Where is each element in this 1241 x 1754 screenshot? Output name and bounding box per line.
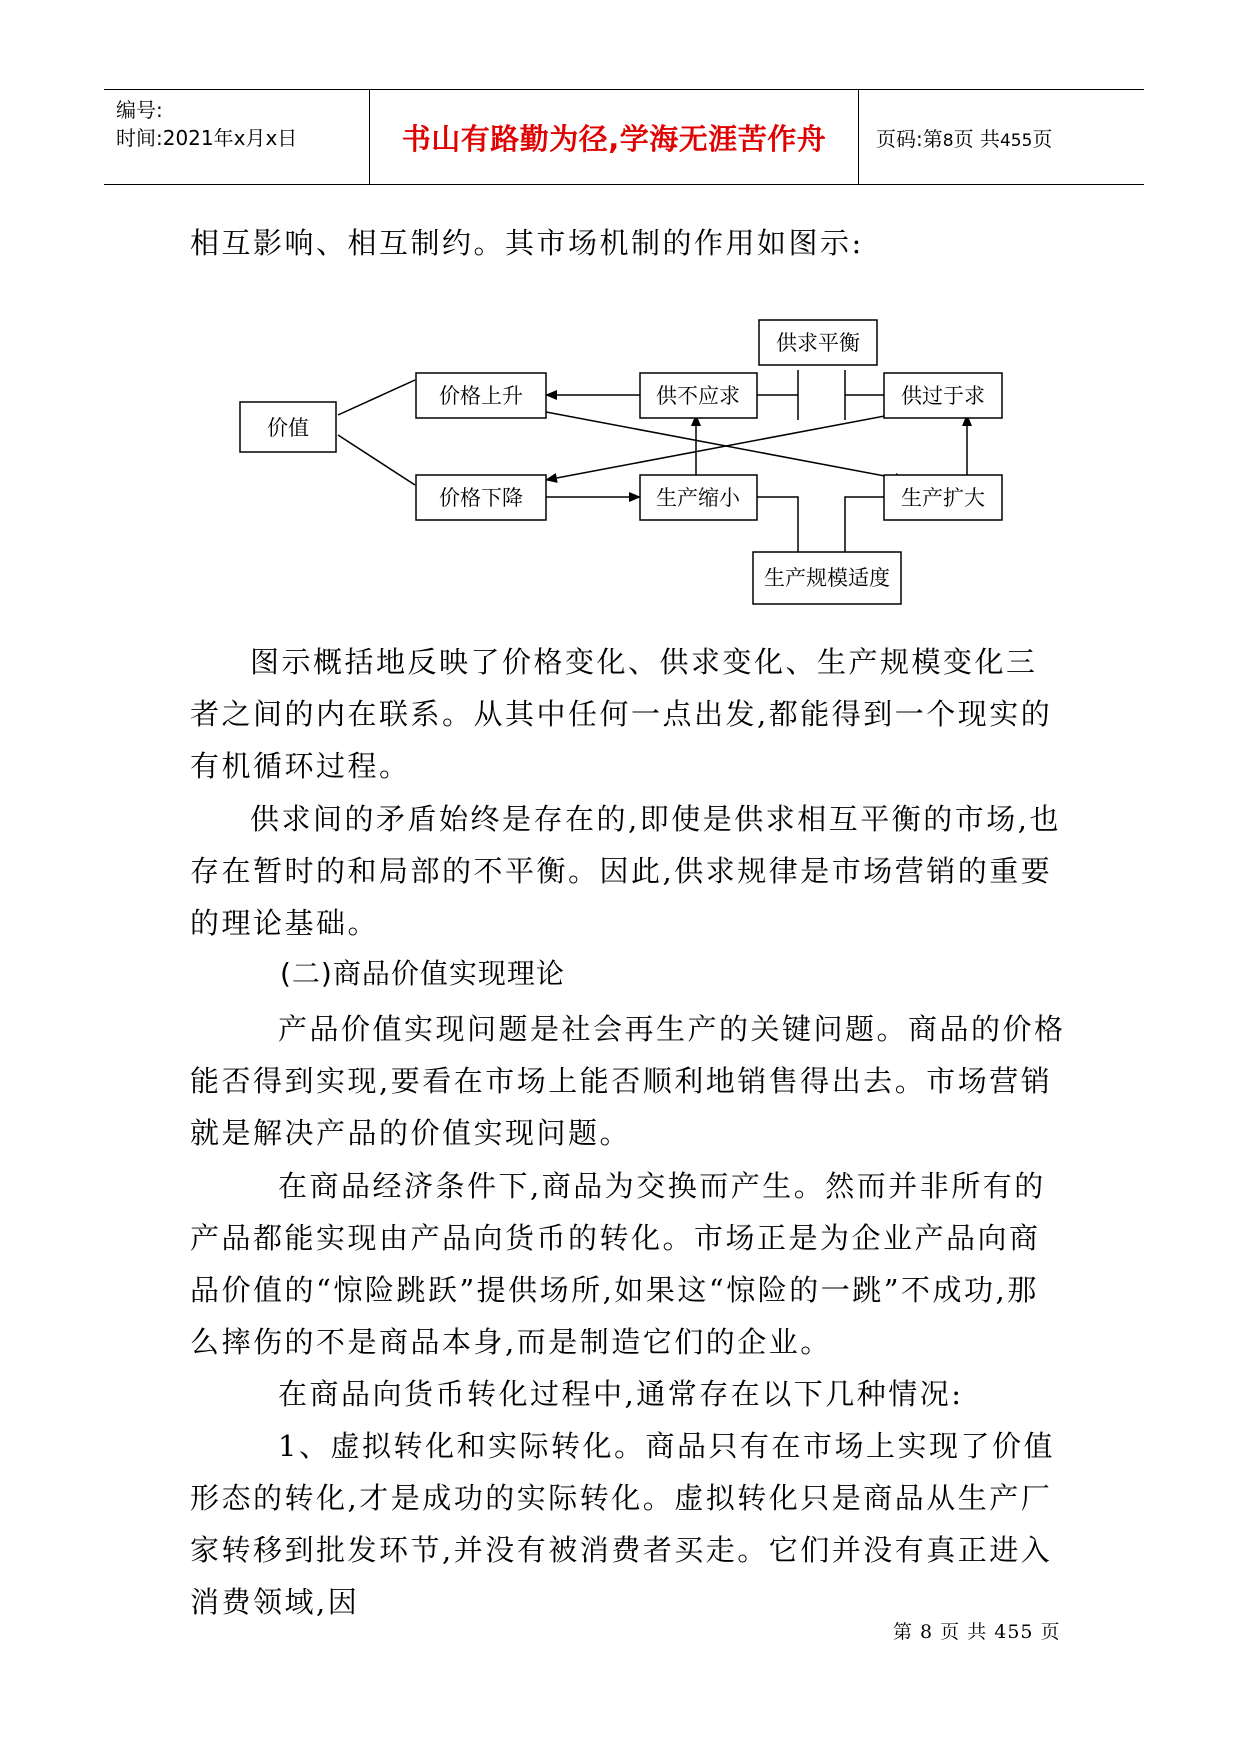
paragraph-virtual-conversion: 1、虚拟转化和实际转化。商品只有在市场上实现了价值形态的转化,才是成功的实际转化。虚拟转化只是商品从生产厂家转移到批发环节,并没有被消费者买走。它们并没有真正进入消费领域,因 <box>190 1429 1055 1619</box>
label-supply-short: 供不应求 <box>656 384 740 408</box>
header-table <box>104 89 1144 185</box>
motto: 书山有路勤为径,学海无涯苦作舟 <box>401 121 827 156</box>
label-price-up: 价格上升 <box>439 384 523 408</box>
page-footer: 第 8 页 共 455 页 <box>893 1621 1061 1643</box>
page-mid: 页 共 <box>953 126 1000 151</box>
paragraph-conversion-intro: 在商品向货币转化过程中,通常存在以下几种情况: <box>278 1377 964 1411</box>
paragraph-supply-contradiction: 供求间的矛盾始终是存在的,即使是供求相互平衡的市场,也存在暂时的和局部的不平衡。因此,供求规律是市场营销的重要的理论基础。 <box>190 802 1061 940</box>
label-prod-moderate: 生产规模适度 <box>764 566 890 590</box>
label-supply-balance: 供求平衡 <box>776 331 860 355</box>
label-price-down: 价格下降 <box>439 486 523 510</box>
page-indicator <box>860 123 1052 152</box>
paragraph-commodity-economy: 在商品经济条件下,商品为交换而产生。然而并非所有的产品都能实现由产品向货币的转化。市场正是为企业产品向商品价值的“惊险跳跃”提供场所,如果这“惊险的一跳”不成功,那么摔伤的不是商品本身,而是制造它们的企业。 <box>190 1169 1046 1359</box>
value-to-price-down-line <box>338 435 415 485</box>
header-right-cell <box>860 90 1144 184</box>
expand-to-moderate-line <box>845 497 884 552</box>
value-to-price-up-line <box>338 380 415 415</box>
shrink-to-moderate-line <box>757 497 798 552</box>
page-prefix: 页码:第 <box>876 126 943 151</box>
time-label: 时间:2021年x月x日 <box>116 126 298 150</box>
page-current: 8 <box>942 130 954 151</box>
section-heading: (二)商品价值实现理论 <box>280 957 565 990</box>
paragraph-intro: 相互影响、相互制约。其市场机制的作用如图示: <box>190 226 864 260</box>
label-value: 价值 <box>267 416 309 440</box>
header-left-cell <box>104 90 370 184</box>
label-prod-expand: 生产扩大 <box>901 486 985 510</box>
label-prod-shrink: 生产缩小 <box>656 486 740 510</box>
label-supply-excess: 供过于求 <box>901 384 985 408</box>
number-label: 编号: <box>116 98 163 122</box>
page-total: 455 <box>999 130 1033 151</box>
market-mechanism-diagram <box>230 300 1050 630</box>
page-suffix: 页 <box>1032 126 1053 151</box>
header-center-cell <box>370 90 859 184</box>
paragraph-value-realization: 产品价值实现问题是社会再生产的关键问题。商品的价格能否得到实现,要看在市场上能否顺利地销售得出去。市场营销就是解决产品的价值实现问题。 <box>190 1012 1066 1150</box>
paragraph-diagram-summary: 图示概括地反映了价格变化、供求变化、生产规模变化三者之间的内在联系。从其中任何一点出发,都能得到一个现实的有机循环过程。 <box>190 645 1053 783</box>
